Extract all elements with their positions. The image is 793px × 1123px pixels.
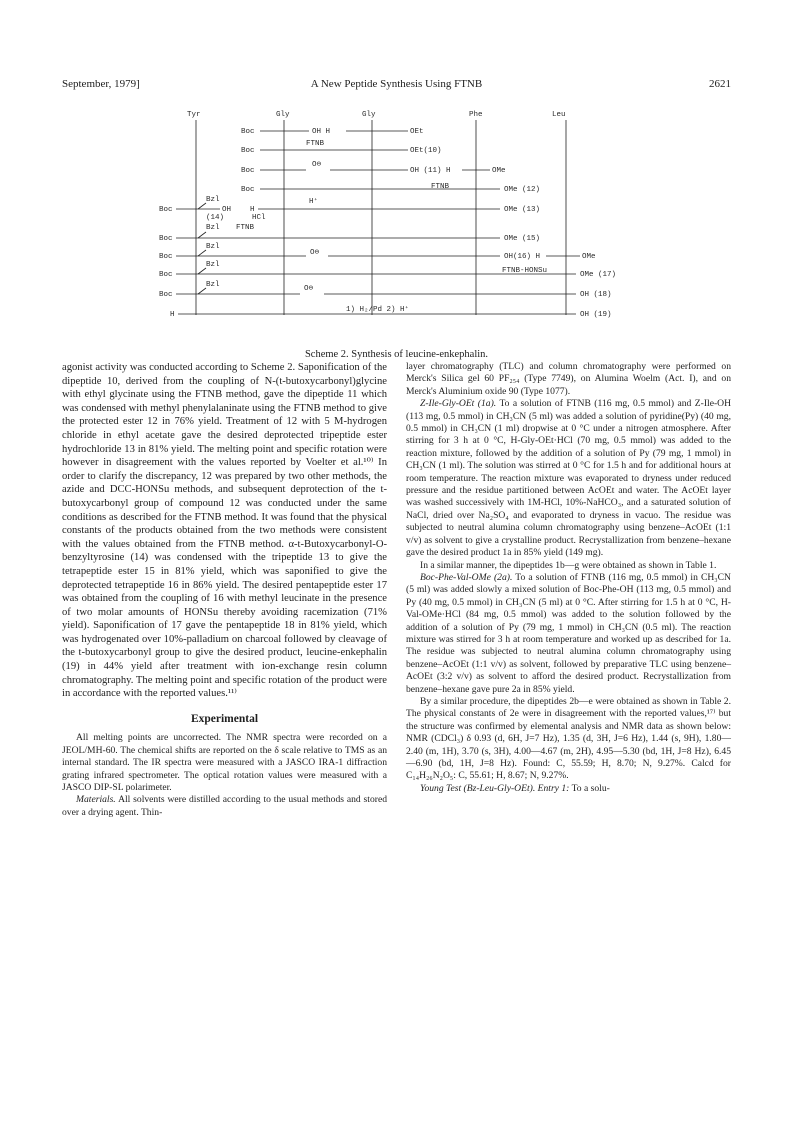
row7-oh16h: OH(16) H [504,253,541,261]
row5-hplus: H⁺ [309,198,319,206]
row8-ftnb-honsu: FTNB-HONSu [502,267,548,275]
col-label-tyr: Tyr [187,111,201,119]
compound-1a-label: Z-Ile-Gly-OEt (1a). [420,398,497,410]
row6-ome15: OMe (15) [504,235,541,243]
right-paragraph-6 [406,783,731,795]
row3-o-minus: O⊖ [312,161,322,169]
row5-boc: Boc [159,206,173,214]
row1-oet: OEt [410,128,424,136]
col-label-phe: Phe [469,111,483,119]
scheme-diagram [0,0,793,345]
row10-final-steps: 1) H₂/Pd 2) H⁺ [346,306,410,314]
row1-ftnb: FTNB [306,140,325,148]
row10-h: H [170,311,175,319]
row8-boc: Boc [159,271,173,279]
materials-label: Materials. [76,794,116,806]
row5-ome13: OMe (13) [504,206,541,214]
row2-boc: Boc [241,147,255,155]
row8-bzl: Bzl [206,261,220,269]
col-label-gly1: Gly [276,111,290,119]
col-label-gly2: Gly [362,111,376,119]
right-paragraph-5: By a similar procedure, the dipeptides 2b—e were obtained as shown in Table 2. The physical constants of 2e were in disagreement with the reported values,¹⁷⁾ but the structure was confirmed by elemental analysis and NMR data as shown below: NMR (CDCl₃) δ 0.93 (d, 6H, J=7 Hz), 1.35 (d, 3H, J=6 Hz), 1.44 (s, 9H), 1.80—2.40 (m, 1H), 3.70 (s, 3H), 4.00—4.67 (m, 2H), 4.95—5.30 (bd, 1H, J=8 Hz), 6.45—6.90 (bd, 1H, J=8 Hz). Found: C, 55.59; H, 8.70; N, 9.27%. Calcd for C₁₄H₂₆N₂O₅: C, 55.61; H, 8.67; N, 9.27%. [406,695,731,782]
row7-o-minus: O⊖ [310,249,320,257]
section-title-experimental: Experimental [190,712,259,725]
row9-oh18: OH (18) [580,291,612,299]
right-paragraph-1: layer chromatography (TLC) and column chromatography were performed on Merck's Silica gel 60 PF₂₅₄ (Type 7749), on Alumina Woelm (Act. I), and on Merck's Aluminium oxide 90 (Type 1077). [406,361,731,397]
compound-1a-text: To a solution of FTNB (116 mg, 0.5 mmol) and Z-Ile-OH (113 mg, 0.5 mmol) in CH₃CN (5 ml) was added a solution of pyridine(Py) (40 mg, 0.5 mmol) in CH₃CN (1 ml) dropwise at 0 °C under a nitrogen atmosphere. After stirring for 3 h at 0 °C, H-Gly-OEt·HCl (70 mg, 0.5 mmol) was added to the reaction mixture, followed by the addition of a solution of Py (79 mg, 1 mmol) in CH₃CN (1 ml). The solution was stirred at 0 °C for 1.5 h and for additional hours at room temperature. The reaction mixture was evaporated to dryness under reduced pressure and the residue partitioned between AcOEt and water. The AcOEt layer was washed successively with 1M-HCl, 10%-NaHCO₃, and a saturated solution of NaCl, dried over Na₂SO₄ and evaporated to dryness in vacuo. The residue was subjected to neutral alumina column chromatography using benzene–AcOEt (1:1 v/v) as solvent to give a crystalline product. Recrystallization from benzene–hexane gave the desired product 1a in 85% yield (149 mg). [406,398,732,559]
row10-oh19: OH (19) [580,311,612,319]
row4-ome12: OMe (12) [504,186,541,194]
row9-bzl: Bzl [206,281,220,289]
row5-hcl: HCl [252,214,266,222]
young-test-text: To a solu- [571,782,610,794]
compound-2a-text: To a solution of FTNB (116 mg, 0.5 mmol) in CH₃CN (5 ml) was added slowly a mixed solution of Boc-Phe-OH (113 mg, 0.5 mmol) and Py (40 mg, 0.5 mmol) in CH₃CN (5 ml) at 0 °C. After stirring for 1.5 h at 0 °C, H-Val-OMe·HCl (84 mg, 0.5 mmol) was added to the solution followed by the addition of a solution of Py (79 mg, 1 mmol) in CH₃CN (0.5 ml). The reaction mixture was stirred for 3 h at room temperature and worked up as described for 1a. The residue was subjected to neutral alumina column chromatography using benzene–AcOEt (1:1 v/v) as solvent, followed by preparative TLC using benzene–AcOEt (3:2 v/v) as solvent to afford the desired product. Recrystallization from benzene–hexane gave pure 2a in 85% yield. [406,571,731,695]
left-paragraph-1: agonist activity was conducted according to Scheme 2. Saponification of the dipeptide 10, derived from the coupling of N-(t-butoxycarbonyl)glycine with ethyl glycinate using the FTNB method, gave the dipeptide 11 which was condensed with methyl phenylalaninate using the FTNB method to give the protected ester 12 in 76% yield. Treatment of 12 with 5 M-hydrogen chloride in ethyl acetate gave the desired deprotected tripeptide ester hydrochloride 13 in 81% yield. The melting point and specific rotation were however in disagreement with the values reported by Voelter et al.¹⁰⁾ In order to clarify the discrepancy, 12 was prepared by two other methods, the azide and DCC-HONSu methods, and subsequent deprotection of the t-butoxycarbonyl group of compound 12 was conducted under the same conditions as described for the FTNB method. It was found that the physical constants of the products obtained from the two methods were consistent with the values obtained from the FTNB method. α-t-Butoxycarbonyl-O-benzyltyrosine (14) was condensed with the tripeptide 13 to give the tetrapeptide ester 15 in 81% yield, which was saponified to give the deprotected tetrapeptide 16 in 86% yield. The desired pentapeptide ester 17 was obtained from the coupling of 16 with methyl leucinate in the presence of two molar amounts of HONSu thereby avoiding racemization (71% yield). Saponification of 17 gave the pentapeptide 18 in 81% yield, which was hydrogenated over 10%-palladium on charcoal followed by cleavage of the t-butoxycarbonyl group to give the desired product, leucine-enkephalin (19) in 44% yield after treatment with ion-exchange resin column chromatography. The melting point and specific rotation of the product were in accordance with the reported values.¹¹⁾ [62,362,387,700]
row8-ome17: OMe (17) [580,271,617,279]
row1-oh-h: OH H [312,128,331,136]
row9-o-minus: O⊖ [304,285,314,293]
row5-ftnb: FTNB [236,224,255,232]
row9-boc: Boc [159,291,173,299]
scheme-caption: Scheme 2. Synthesis of leucine-enkephalin. [304,349,489,360]
row6-boc: Boc [159,235,173,243]
row5-bzl: Bzl [206,196,220,204]
right-paragraph-3: In a similar manner, the dipeptides 1b—g were obtained as shown in Table 1. [420,559,717,571]
row7-ome: OMe [582,253,596,261]
right-column [406,361,731,795]
row7-bzl: Bzl [206,243,220,251]
left-column [62,361,387,819]
materials-text: All solvents were distilled according to the usual methods and stored over a drying agent. Thin- [62,794,387,818]
entry-1-label: Entry 1: [537,782,570,794]
row1-boc: Boc [241,128,255,136]
row5-oh: OH [222,206,232,214]
right-paragraph-2 [406,398,731,559]
row4-boc: Boc [241,186,255,194]
row5-bzl2: Bzl [206,224,220,232]
right-paragraph-4 [406,572,731,696]
row5-r14: (14) [206,214,225,222]
left-paragraph-3 [62,794,387,819]
running-header-title: A New Peptide Synthesis Using FTNB [310,78,483,90]
left-paragraph-2: All melting points are uncorrected. The NMR spectra were recorded on a JEOL/MH-60. The chemical shifts are reported on the δ scale relative to TMS as an internal standard. The IR spectra were measured with a JASCO IRA-1 diffraction grating infrared spectrometer. The optical rotation values were measured with a JASCO DIP-SL polarimeter. [62,732,387,794]
row3-ome: OMe [492,167,506,175]
compound-2a-label: Boc-Phe-Val-OMe (2a). [420,571,513,583]
running-header-date: September, 1979] [62,78,140,90]
row3-oh11h: OH (11) H [410,167,451,175]
row5-h: H [250,206,255,214]
page-number: 2621 [709,78,731,90]
row7-boc: Boc [159,253,173,261]
row2-oet10: OEt(10) [410,147,442,155]
row3-boc: Boc [241,167,255,175]
col-label-leu: Leu [552,111,566,119]
young-test-label: Young Test (Bz-Leu-Gly-OEt). [420,782,536,794]
row3-ftnb: FTNB [431,183,450,191]
